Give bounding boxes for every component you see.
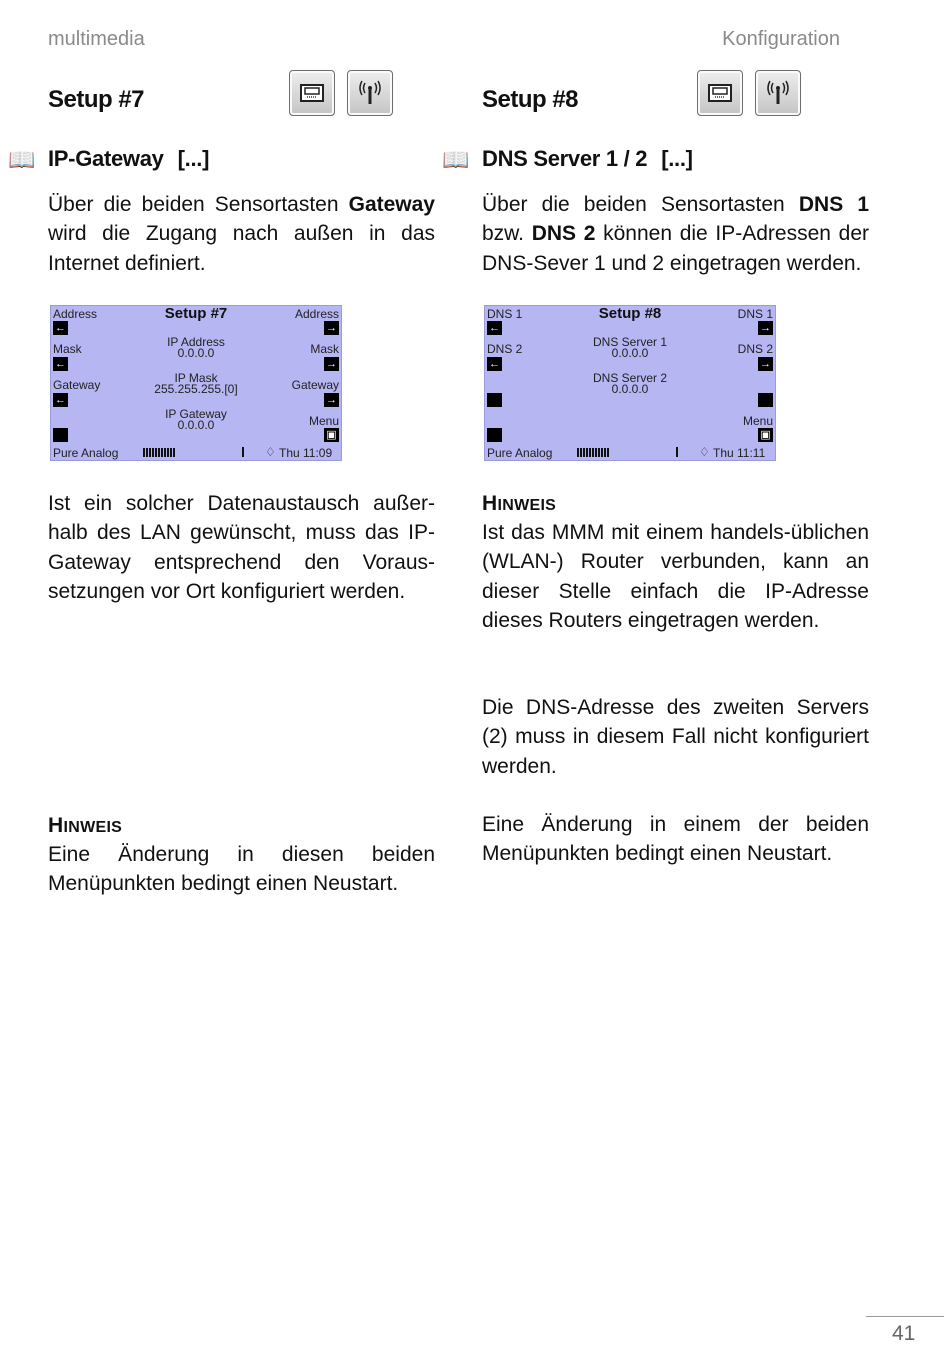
paragraph: Ist ein solcher Datenaustausch außer-halb des LAN gewünscht, muss das IP-Gateway entsprechend den Voraus-setzungen vor Ort konfiguriert werden. <box>48 492 435 604</box>
lcd-label: DNS 2 <box>487 342 523 356</box>
ethernet-icon <box>298 79 326 107</box>
hinweis-initial: H <box>482 492 498 515</box>
hinweis-heading <box>482 489 869 520</box>
hinweis-rest: INWEIS <box>497 497 557 514</box>
hinweis-heading <box>48 811 435 842</box>
paragraph: Eine Änderung in einem der beiden Menüpunkten bedingt einen Neustart. <box>482 813 869 866</box>
lcd-source: Pure Analog <box>487 446 553 460</box>
bold-term: Gateway <box>348 193 435 216</box>
hinweis-text: Eine Änderung in diesen beiden Menüpunkten bedingt einen Neustart. <box>48 843 435 896</box>
level-marker <box>242 447 244 457</box>
header-right: Konfiguration <box>722 28 840 50</box>
lcd-time: Thu 11:09 <box>279 446 333 460</box>
wireless-antenna-icon <box>356 79 384 107</box>
page-number: 41 <box>892 1322 916 1345</box>
lcd-label: DNS 1 <box>737 307 773 321</box>
lcd-label: Mask <box>310 342 339 356</box>
text: können die IP-Adressen der DNS-Sever 1 und 2 eingetragen werden. <box>482 222 869 275</box>
hinweis-rest: INWEIS <box>63 819 123 836</box>
arrow-right-icon[interactable]: → <box>326 358 337 370</box>
text: bzw. <box>482 222 532 246</box>
subheading <box>48 146 209 172</box>
arrow-right-icon[interactable]: → <box>760 358 771 370</box>
lcd-value-label: IP Mask <box>174 371 218 385</box>
text: Über die beiden Sensortasten <box>482 193 799 216</box>
lcd-value: 0.0.0.0 <box>177 346 215 360</box>
level-meter <box>143 448 175 457</box>
lcd-value: 0.0.0.0 <box>611 346 649 360</box>
level-meter <box>577 448 609 457</box>
lcd-screen <box>50 305 342 461</box>
lcd-screen <box>484 305 776 461</box>
header-left: multimedia <box>48 28 145 50</box>
lcd-label: Gateway <box>53 378 101 392</box>
setup-title: Setup #7 <box>48 86 145 113</box>
wireless-button[interactable] <box>755 70 801 116</box>
lcd-label: Mask <box>53 342 82 356</box>
arrow-left-icon[interactable]: ← <box>489 358 500 370</box>
arrow-right-icon[interactable]: → <box>760 322 771 334</box>
lcd-key[interactable] <box>487 393 502 407</box>
arrow-left-icon[interactable]: ← <box>55 394 66 406</box>
lcd-value-label: DNS Server 1 <box>592 335 668 349</box>
lcd-value-label: IP Address <box>167 335 225 349</box>
lcd-title: Setup #8 <box>598 305 662 322</box>
wireless-button[interactable] <box>347 70 393 116</box>
ethernet-button[interactable] <box>697 70 743 116</box>
subheading-text: DNS Server 1 / 2 <box>482 146 648 171</box>
level-marker <box>676 447 678 457</box>
arrow-left-icon[interactable]: ← <box>55 322 66 334</box>
arrow-left-icon[interactable]: ← <box>55 358 66 370</box>
lcd-label: Menu <box>308 414 339 428</box>
lcd-title: Setup #7 <box>164 305 228 322</box>
wireless-antenna-icon <box>764 79 792 107</box>
lcd-value-label: IP Gateway <box>165 407 227 421</box>
lcd-source: Pure Analog <box>53 446 119 460</box>
subheading-dots: [...] <box>661 146 693 171</box>
subheading-dots: [...] <box>177 146 210 171</box>
bell-icon: ♢ <box>265 445 276 459</box>
lcd-value-label: DNS Server 2 <box>592 371 668 385</box>
text: Über die beiden Sensortasten <box>48 193 349 216</box>
ethernet-button[interactable] <box>289 70 335 116</box>
subheading <box>482 146 693 172</box>
bold-term: DNS 1 <box>798 193 870 216</box>
ethernet-icon <box>706 79 734 107</box>
arrow-right-icon[interactable]: → <box>326 322 337 334</box>
lcd-key[interactable] <box>53 428 68 442</box>
lcd-key[interactable] <box>758 393 773 407</box>
lcd-label: Address <box>294 307 339 321</box>
arrow-left-icon[interactable]: ← <box>489 322 500 334</box>
subheading-text: IP-Gateway <box>48 146 164 171</box>
lcd-label: Address <box>53 307 98 321</box>
text: wird die Zugang nach außen in das Internet definiert. <box>48 222 435 275</box>
menu-icon[interactable]: ▣ <box>758 428 773 442</box>
lcd-key[interactable] <box>487 428 502 442</box>
menu-icon[interactable]: ▣ <box>324 428 339 442</box>
hinweis-initial: H <box>48 814 64 837</box>
arrow-right-icon[interactable]: → <box>326 394 337 406</box>
paragraph <box>482 190 869 278</box>
lcd-time: Thu 11:11 <box>713 446 766 460</box>
bold-term: DNS 2 <box>531 222 596 246</box>
lcd-value: 0.0.0.0 <box>177 418 215 432</box>
lcd-label: Menu <box>742 414 773 428</box>
lcd-label: DNS 1 <box>487 307 523 321</box>
paragraph: Die DNS-Adresse des zweiten Servers (2) muss in diesem Fall nicht konfiguriert werden. <box>482 696 869 778</box>
book-icon: 📖 <box>442 147 470 172</box>
paragraph <box>48 190 435 278</box>
lcd-label: DNS 2 <box>737 342 773 356</box>
lcd-value: 255.255.255.[0] <box>154 382 238 396</box>
lcd-value: 0.0.0.0 <box>611 382 649 396</box>
footer-divider <box>866 1316 944 1317</box>
lcd-label: Gateway <box>291 378 339 392</box>
bell-icon: ♢ <box>699 445 710 459</box>
book-icon: 📖 <box>8 147 36 172</box>
hinweis-text: Ist das MMM mit einem handels-üblichen (WLAN-) Router verbunden, kann an dieser Stelle einfach die IP-Adresse dieses Routers eingetragen werden. <box>482 521 869 633</box>
setup-title: Setup #8 <box>482 86 579 113</box>
